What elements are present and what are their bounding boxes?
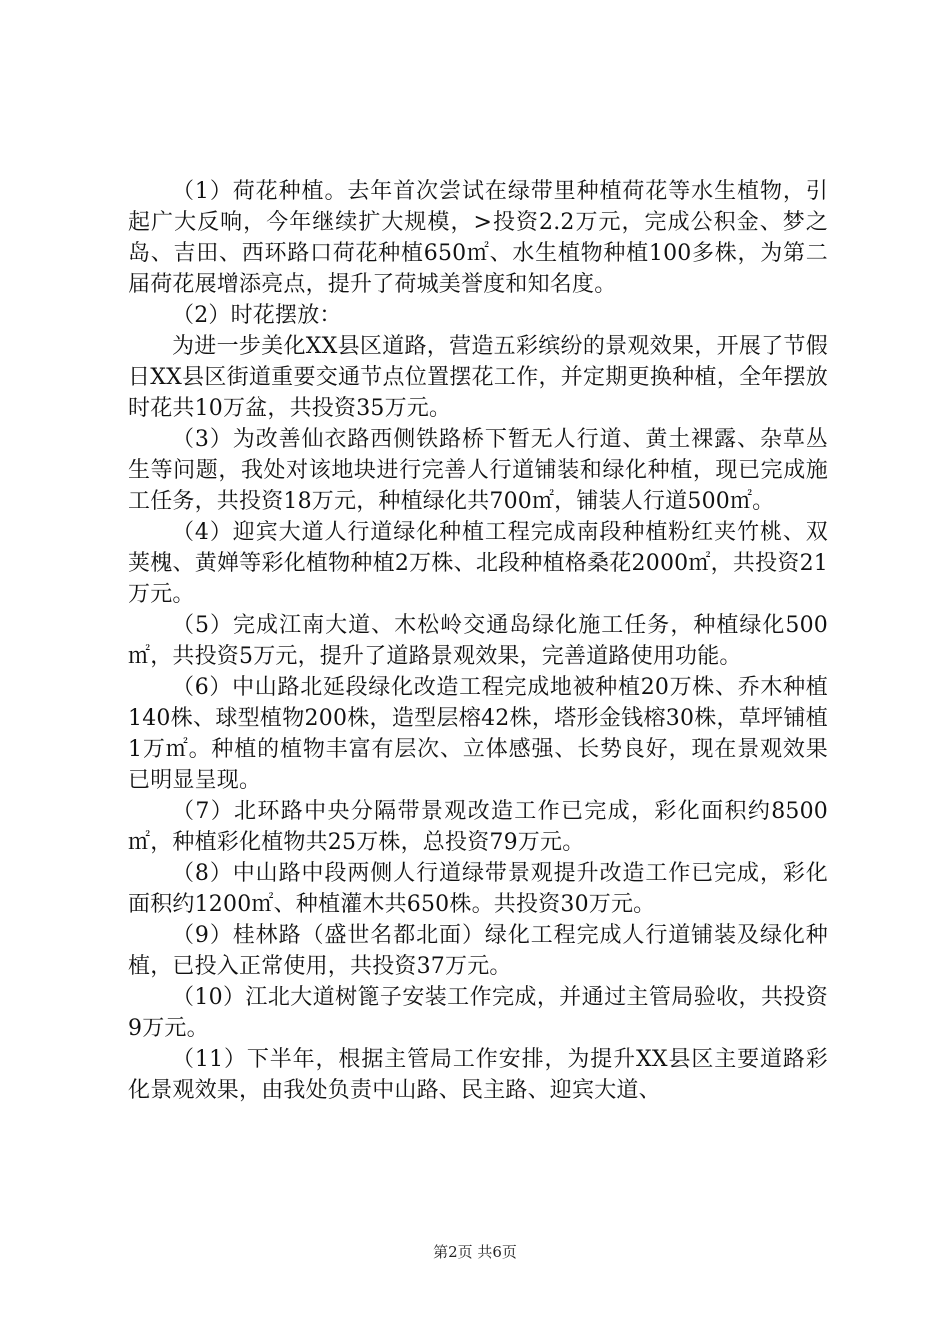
- paragraph-8: （7）北环路中央分隔带景观改造工作已完成，彩化面积约8500㎡，种植彩化植物共25万株，总投资79万元。: [128, 799, 828, 855]
- paragraph-3: 为进一步美化XX县区道路，营造五彩缤纷的景观效果，开展了节假日XX县区街道重要交通节点位置摆花工作，并定期更换种植，全年摆放时花共10万盆，共投资35万元。: [128, 334, 828, 421]
- paragraph-4: （3）为改善仙衣路西侧铁路桥下暂无人行道、黄土裸露、杂草丛生等问题，我处对该地块进行完善人行道铺装和绿化种植，现已完成施工任务，共投资18万元，种植绿化共700㎡，铺装人行道500㎡。: [128, 427, 828, 514]
- paragraph-12: （11）下半年，根据主管局工作安排，为提升XX县区主要道路彩化景观效果，由我处负责中山路、民主路、迎宾大道、: [128, 1047, 828, 1103]
- paragraph-2: （2）时花摆放：: [172, 303, 342, 328]
- page-footer: 第2页 共6页: [433, 1243, 517, 1261]
- paragraph-11: （10）江北大道树篦子安装工作完成，并通过主管局验收，共投资9万元。: [128, 985, 828, 1041]
- paragraph-5: （4）迎宾大道人行道绿化种植工程完成南段种植粉红夹竹桃、双荚槐、黄婵等彩化植物种植2万株、北段种植格桑花2000㎡，共投资21万元。: [128, 520, 828, 607]
- paragraph-9: （8）中山路中段两侧人行道绿带景观提升改造工作已完成，彩化面积约1200㎡、种植灌木共650株。共投资30万元。: [128, 861, 828, 917]
- paragraph-1: （1）荷花种植。去年首次尝试在绿带里种植荷花等水生植物，引起广大反响，今年继续扩大规模，>投资2.2万元，完成公积金、梦之岛、吉田、西环路口荷花种植650㎡、水生植物种植100多株，为第二届荷花展增添亮点，提升了荷城美誉度和知名度。: [128, 179, 828, 297]
- document-body: [128, 176, 828, 1106]
- paragraph-10: （9）桂林路（盛世名都北面）绿化工程完成人行道铺装及绿化种植，已投入正常使用，共投资37万元。: [128, 923, 828, 979]
- paragraph-7: （6）中山路北延段绿化改造工程完成地被种植20万株、乔木种植140株、球型植物200株，造型层榕42株，塔形金钱榕30株，草坪铺植1万㎡。种植的植物丰富有层次、立体感强、长势良好，现在景观效果已明显呈现。: [128, 675, 828, 793]
- paragraph-6: （5）完成江南大道、木松岭交通岛绿化施工任务，种植绿化500㎡，共投资5万元，提升了道路景观效果，完善道路使用功能。: [128, 613, 828, 669]
